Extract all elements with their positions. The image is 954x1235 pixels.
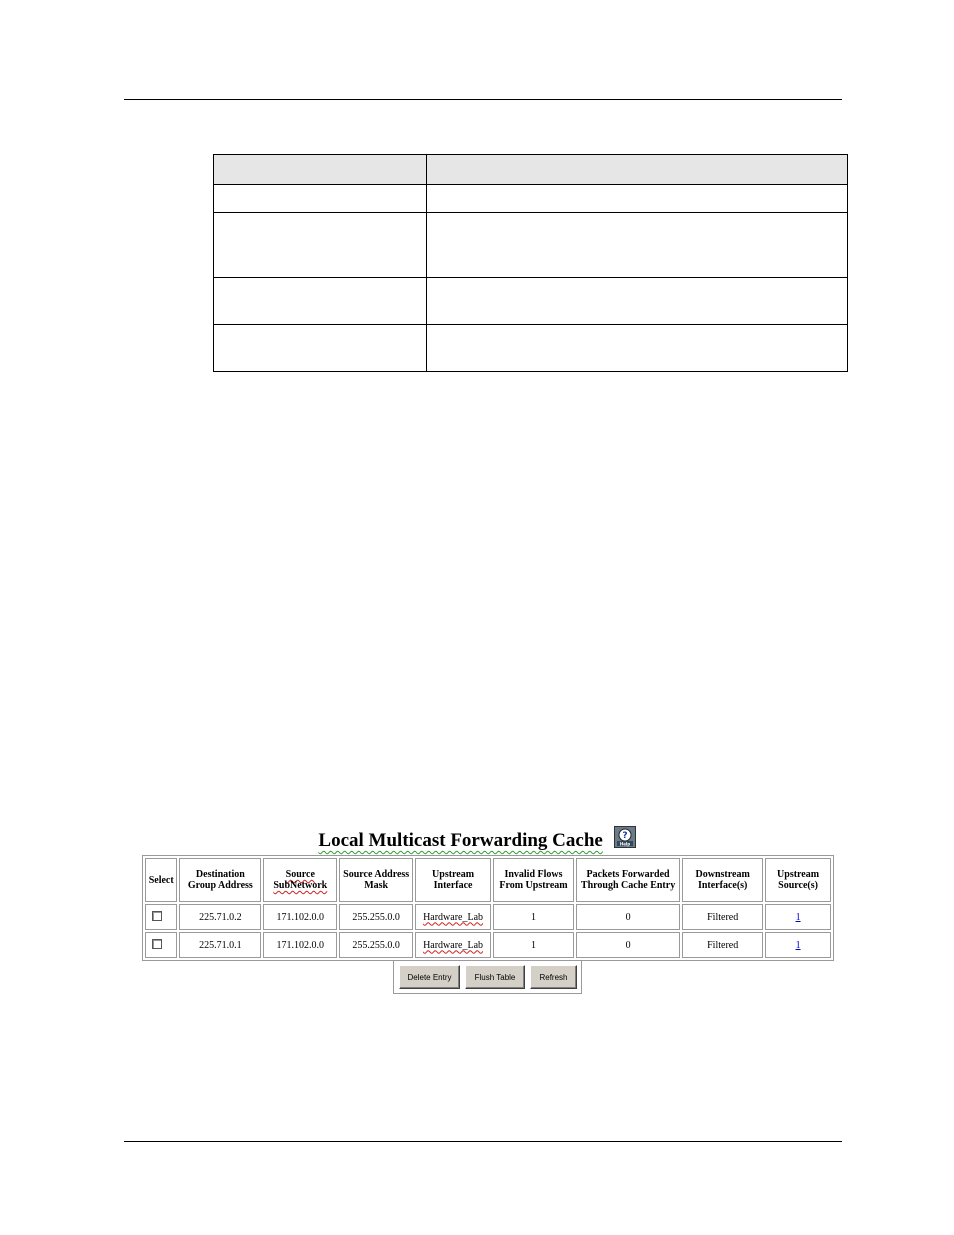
dest-cell: 225.71.0.2 — [179, 904, 261, 930]
downstream-cell: Filtered — [682, 932, 763, 958]
spec-table-row — [214, 213, 848, 278]
col-header-select: Select — [145, 858, 177, 902]
row-select-checkbox[interactable] — [152, 911, 162, 921]
spec-table-header-cell — [214, 155, 427, 185]
spec-table-cell — [427, 325, 848, 372]
select-cell — [145, 932, 177, 958]
svg-text:?: ? — [621, 831, 628, 841]
page-title-text: Local Multicast Forwarding Cache — [318, 830, 603, 851]
spec-table-cell — [214, 278, 427, 325]
upstream-cell — [765, 932, 831, 958]
action-button-bar — [393, 960, 582, 994]
interface-text: Hardware_Lab — [423, 939, 484, 951]
spec-table-row — [214, 278, 848, 325]
table-row — [145, 904, 831, 930]
col-header-invalid-flows: Invalid Flows From Upstream — [493, 858, 574, 902]
help-icon[interactable] — [614, 826, 636, 848]
invalid-cell: 1 — [493, 904, 574, 930]
spec-table-cell — [214, 185, 427, 213]
col-header-destination: Destination Group Address — [179, 858, 261, 902]
subnet-cell: 171.102.0.0 — [263, 904, 337, 930]
col-header-subnetwork-text: Source SubNetwork — [273, 869, 328, 891]
footer-rule — [124, 1141, 842, 1142]
dest-cell: 225.71.0.1 — [179, 932, 261, 958]
packets-cell: 0 — [576, 904, 680, 930]
table-row — [145, 932, 831, 958]
spec-table-header-row — [214, 155, 848, 185]
col-header-subnetwork — [263, 858, 337, 902]
downstream-cell: Filtered — [682, 904, 763, 930]
packets-cell: 0 — [576, 932, 680, 958]
spec-table-row — [214, 185, 848, 213]
header-rule — [124, 99, 842, 100]
col-header-upstream-source: Upstream Source(s) — [765, 858, 831, 902]
interface-text: Hardware_Lab — [423, 911, 484, 923]
upstream-source-link[interactable]: 1 — [795, 939, 801, 951]
spec-table-cell — [427, 213, 848, 278]
upstream-cell — [765, 904, 831, 930]
flush-table-button[interactable]: Flush Table — [465, 965, 525, 989]
help-icon-label: Help — [619, 841, 630, 847]
col-header-interface: Upstream Interface — [415, 858, 491, 902]
row-select-checkbox[interactable] — [152, 939, 162, 949]
spec-table-cell — [214, 213, 427, 278]
subnet-cell: 171.102.0.0 — [263, 932, 337, 958]
forwarding-cache-table — [142, 855, 834, 961]
mask-cell: 255.255.0.0 — [339, 904, 413, 930]
spec-table-cell — [214, 325, 427, 372]
delete-entry-button[interactable]: Delete Entry — [399, 965, 460, 989]
page-title — [0, 826, 954, 852]
interface-cell — [415, 904, 491, 930]
col-header-packets: Packets Forwarded Through Cache Entry — [576, 858, 680, 902]
mask-cell: 255.255.0.0 — [339, 932, 413, 958]
interface-cell — [415, 932, 491, 958]
table-header-row — [145, 858, 831, 902]
refresh-button[interactable]: Refresh — [530, 965, 577, 989]
select-cell — [145, 904, 177, 930]
spec-table-cell — [427, 278, 848, 325]
col-header-mask: Source Address Mask — [339, 858, 413, 902]
spec-table-row — [214, 325, 848, 372]
spec-table-cell — [427, 185, 848, 213]
spec-table — [213, 154, 848, 372]
spec-table-header-cell — [427, 155, 848, 185]
col-header-downstream: Downstream Interface(s) — [682, 858, 763, 902]
upstream-source-link[interactable]: 1 — [795, 911, 801, 923]
invalid-cell: 1 — [493, 932, 574, 958]
